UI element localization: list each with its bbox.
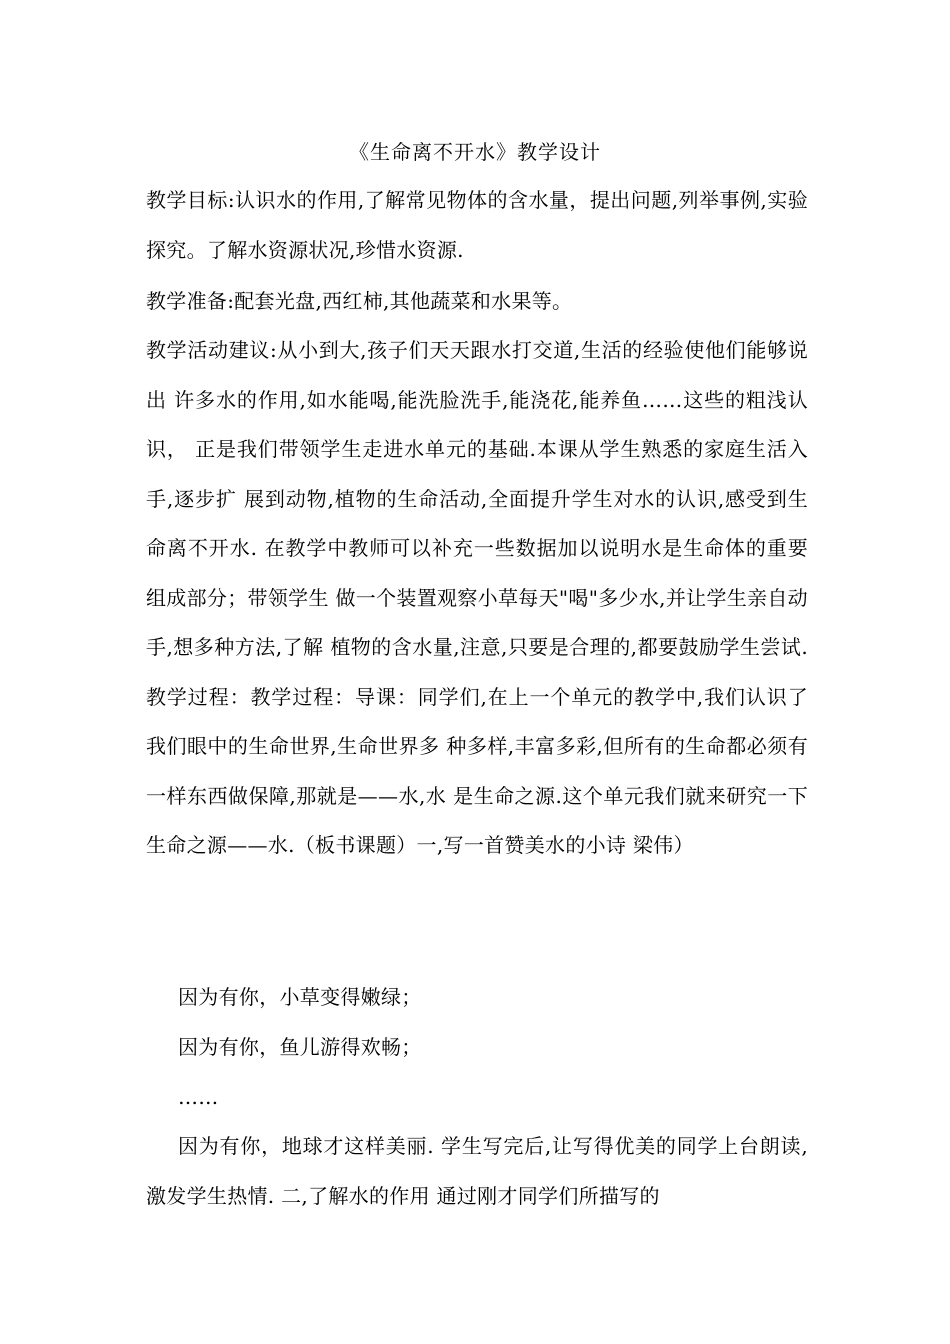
closing-paragraph: 因为有你，地球才这样美丽. 学生写完后,让写得优美的同学上台朗读,激发学生热情. 二,了解水的作用 通过刚才同学们所描写的 [146,1134,808,1208]
document-title: 《生命离不开水》教学设计 [349,140,601,164]
teaching-preparation-paragraph: 教学准备:配套光盘,西红柿,其他蔬菜和水果等。 [146,289,573,313]
teaching-activity-paragraph: 教学活动建议:从小到大,孩子们天天跟水打交道,生活的经验使他们能够说出 许多水的作用,如水能喝,能洗脸洗手,能浇花,能养鱼……这些的粗浅认识， 正是我们带领学生走进水单元的基础.本课从学生熟悉的家庭生活入手,逐步扩 展到动物,植物的生命活动,全面提升学生对水的认识,感受到生命离不开水. 在教学中教师可以补充一些数据加以说明水是生命体的重要组成部分；带领学生 做一个装置观察小草每天"喝"多少水,并让学生亲自动手,想多种方法,了解 植物的含水量,注意,只要是合理的,都要鼓励学生尝试. 教学过程：教学过程：导课：同学们,在上一个单元的教学中,我们认识了我们眼中的生命世界,生命世界多 种多样,丰富多彩,但所有的生命都必须有一样东西做保障,那就是——水,水 是生命之源.这个单元我们就来研究一下生命之源——水.（板书课题）一,写一首赞美水的小诗 梁伟） [146,338,808,857]
poem-line-1: 因为有你，小草变得嫩绿； [178,985,422,1009]
poem-line-2: 因为有你，鱼儿游得欢畅； [178,1035,422,1059]
poem-ellipsis: …… [178,1085,219,1109]
teaching-goal-paragraph: 教学目标:认识水的作用,了解常见物体的含水量，提出问题,列举事例,实验探究。了解水资源状况,珍惜水资源. [146,188,808,262]
